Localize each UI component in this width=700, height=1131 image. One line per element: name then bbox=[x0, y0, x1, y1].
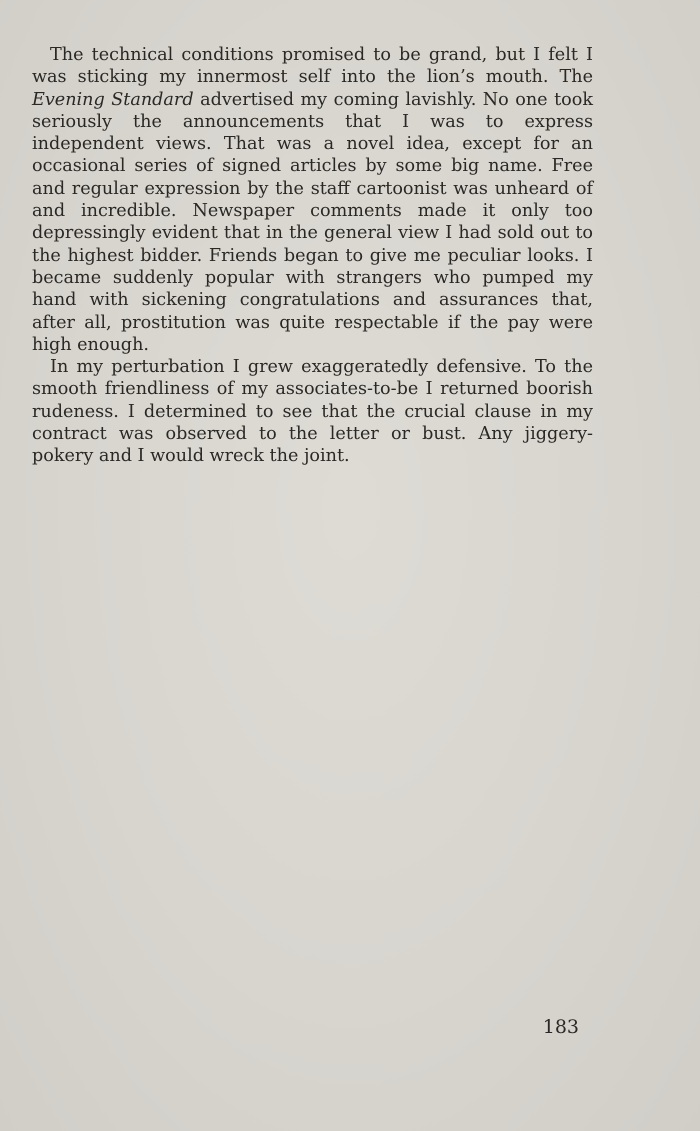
paragraph-1 bbox=[32, 44, 593, 356]
paragraph-2: In my perturbation I grew exaggeratedly defensive. To the smooth friendliness of my associates-to-be I returned boorish rudeness. I determined to see that the crucial clause in my contract was observed to the letter or bust. Any jiggery-pokery and I would wreck the joint. bbox=[32, 357, 593, 467]
paragraph-1-text-a: The technical conditions promised to be grand, but I felt I was sticking my innermost self into the lion’s mouth. The bbox=[32, 45, 593, 88]
newspaper-title: Evening Standard bbox=[32, 89, 194, 110]
body-text bbox=[32, 44, 593, 468]
page-number: 183 bbox=[542, 1016, 579, 1038]
paragraph-1-text-b: advertised my coming lavishly. No one took seriously the announcements that I was to express independent views. That was a novel idea, except for an occasional series of signed articles by some big name. Free and regular expression by the staff cartoonist was unheard of and incredible. Newspaper comments made it only too depressingly evident that in the general view I had sold out to the highest bidder. Friends began to give me peculiar looks. I became suddenly popular with strangers who pumped my hand with sickening congratulations and assurances that, after all, prostitution was quite respectable if the pay were high enough. bbox=[32, 89, 593, 355]
